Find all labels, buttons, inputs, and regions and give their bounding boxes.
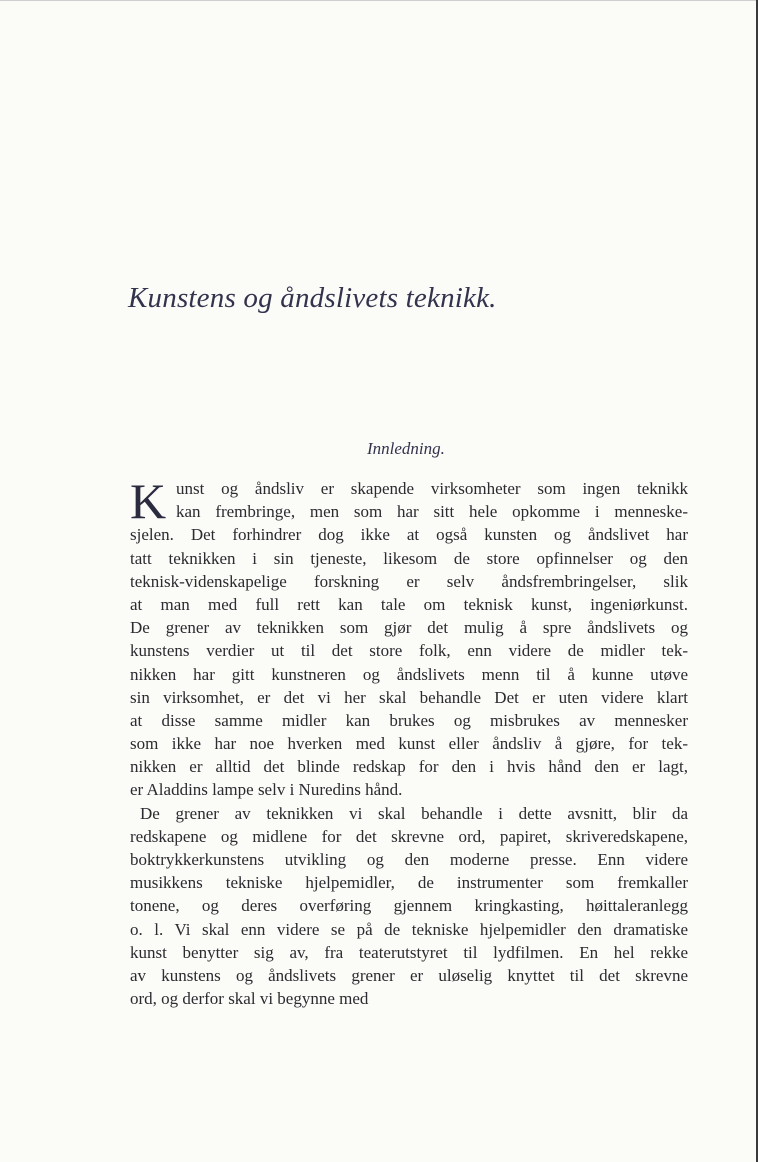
paragraph-1 <box>130 523 688 801</box>
text-line: er Aladdins lampe selv i Nuredins hånd. <box>130 780 403 800</box>
text-line: De grener av teknikken som gjør det mulig å spre åndslivets og <box>130 618 688 638</box>
text-line: nikken har gitt kunstneren og åndslivets menn til å kunne utøve <box>130 664 688 684</box>
text-line: teknisk-videnskapelige forskning er selv åndsfrembringelser, slik <box>130 571 688 591</box>
drop-cap: K <box>130 473 167 529</box>
paragraph-1-opening <box>176 477 688 523</box>
text-line: at disse samme midler kan brukes og misbrukes av mennesker <box>130 710 688 730</box>
text-line: tatt teknikken i sin tjeneste, likesom de store opfinnelser og den <box>130 548 688 568</box>
text-line: sin virksomhet, er det vi her skal behandle Det er uten videre klart <box>130 687 688 707</box>
paragraph-2 <box>130 802 688 1011</box>
text-line: musikkens tekniske hjelpemidler, de instrumenter som fremkaller <box>130 873 688 893</box>
text-line: kunstens verdier ut til det store folk, enn videre de midler tek- <box>130 641 688 661</box>
text-line: tonene, og deres overføring gjennem kringkasting, høittaleranlegg <box>130 896 688 916</box>
page-edge-top <box>0 0 758 1</box>
text-line: o. l. Vi skal enn videre se på de tekniske hjelpemidler den dramatiske <box>130 919 688 939</box>
text-line: kunst benytter sig av, fra teaterutstyret til lydfilmen. En hel rekke <box>130 942 688 962</box>
section-subtitle: Innledning. <box>367 439 445 458</box>
text-line: som ikke har noe hverken med kunst eller åndsliv å gjøre, for tek- <box>130 734 688 754</box>
text-line: unst og åndsliv er skapende virksomheter som ingen teknikk <box>176 479 688 498</box>
text-line: boktrykkerkunstens utvikling og den moderne presse. Enn videre <box>130 850 688 870</box>
text-line: nikken er alltid det blinde redskap for den i hvis hånd den er lagt, <box>130 757 688 777</box>
body-text <box>130 523 688 1010</box>
text-line: av kunstens og åndslivets grener er uløselig knyttet til det skrevne <box>130 965 688 985</box>
text-line: at man med full rett kan tale om teknisk kunst, ingeniørkunst. <box>130 594 688 614</box>
text-line: sjelen. Det forhindrer dog ikke at også kunsten og åndslivet har <box>130 525 688 545</box>
text-line: ord, og derfor skal vi begynne med <box>130 989 369 1009</box>
text-line: De grener av teknikken vi skal behandle i dette avsnitt, blir da <box>140 803 688 823</box>
chapter-title: Kunstens og åndslivets teknikk. <box>128 282 497 314</box>
text-line: redskapene og midlene for det skrevne ord, papiret, skriveredskapene, <box>130 826 688 846</box>
text-line: kan frembringe, men som har sitt hele opkomme i menneske- <box>176 502 688 522</box>
